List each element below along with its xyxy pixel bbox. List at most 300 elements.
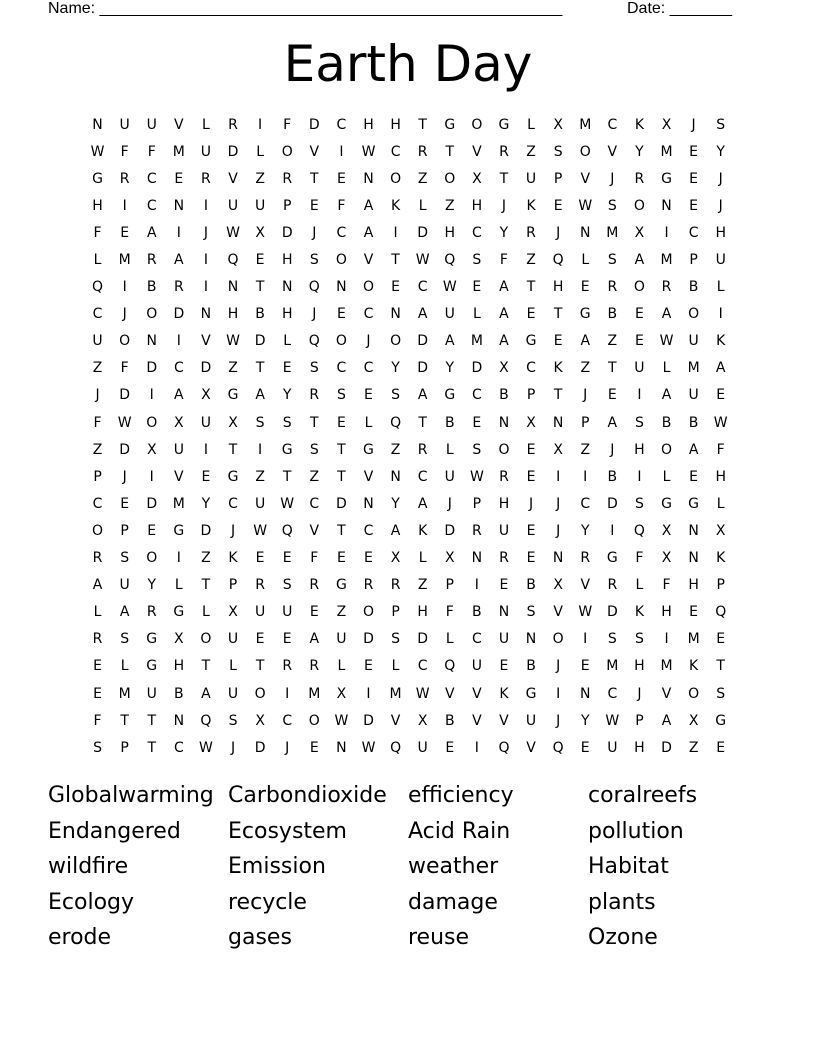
grid-letter: X — [688, 712, 699, 729]
grid-letter: F — [337, 197, 346, 214]
grid-letter: S — [309, 360, 319, 377]
grid-letter: D — [417, 333, 429, 350]
grid-letter: S — [634, 414, 644, 431]
grid-letter: J — [528, 495, 534, 512]
grid-letter: F — [635, 550, 644, 567]
grid-letter: A — [174, 252, 184, 269]
grid-letter: T — [228, 441, 238, 458]
grid-letter: O — [335, 252, 347, 269]
grid-letter: C — [417, 468, 428, 485]
grid-letter: D — [281, 224, 293, 241]
grid-letter: W — [226, 333, 240, 350]
grid-letter: I — [637, 387, 642, 404]
grid-letter: O — [254, 685, 266, 702]
grid-letter: T — [147, 712, 157, 729]
grid-letter: A — [499, 333, 509, 350]
grid-letter: Z — [92, 360, 103, 377]
grid-letter: U — [119, 577, 130, 594]
grid-letter: H — [92, 197, 103, 214]
grid-letter: D — [254, 333, 266, 350]
grid-letter: I — [258, 116, 263, 133]
grid-letter: C — [173, 360, 184, 377]
grid-letter: S — [634, 631, 644, 648]
grid-letter: J — [230, 739, 236, 756]
grid-letter: A — [309, 631, 320, 648]
grid-letter: U — [336, 631, 347, 648]
grid-letter: E — [309, 604, 319, 621]
grid-letter: J — [447, 495, 452, 512]
grid-letter: E — [309, 197, 319, 214]
grid-letter: C — [390, 143, 401, 160]
grid-letter: A — [715, 360, 726, 377]
grid-letter: C — [471, 224, 482, 241]
grid-letter: H — [634, 739, 645, 756]
grid-letter: I — [203, 279, 208, 296]
grid-letter: C — [363, 522, 374, 539]
grid-letter: Z — [390, 441, 401, 458]
grid-letter: E — [526, 522, 536, 539]
grid-letter: E — [499, 577, 509, 594]
grid-letter: V — [472, 712, 482, 729]
grid-letter: Z — [688, 739, 699, 756]
grid-letter: J — [556, 495, 561, 512]
grid-letter: E — [93, 685, 102, 702]
grid-letter: R — [471, 522, 482, 539]
grid-letter: M — [660, 658, 673, 675]
grid-letter: B — [607, 468, 618, 485]
grid-letter: K — [716, 333, 726, 350]
grid-letter: E — [716, 387, 726, 404]
grid-letter: E — [580, 658, 590, 675]
grid-letter: R — [607, 577, 618, 594]
grid-letter: V — [390, 712, 401, 729]
grid-letter: G — [688, 495, 700, 512]
grid-letter: J — [312, 224, 317, 241]
grid-letter: Y — [391, 495, 400, 512]
grid-letter: W — [226, 224, 240, 241]
grid-letter: Z — [309, 468, 320, 485]
grid-letter: T — [310, 170, 319, 187]
grid-letter: N — [525, 631, 537, 648]
grid-letter: Y — [635, 143, 644, 160]
grid-letter: C — [336, 360, 347, 377]
grid-letter: C — [417, 279, 428, 296]
grid-letter: T — [526, 279, 536, 296]
grid-letter: W — [361, 143, 376, 160]
grid-letter: A — [661, 712, 672, 729]
grid-letter: R — [282, 170, 293, 187]
grid-letter: S — [255, 414, 265, 431]
grid-letter: R — [499, 468, 509, 485]
grid-letter: U — [634, 360, 645, 377]
grid-letter: Q — [633, 522, 645, 539]
grid-letter: V — [363, 468, 374, 485]
grid-letter: J — [285, 739, 290, 756]
grid-letter: F — [120, 360, 129, 377]
grid-letter: M — [308, 685, 321, 702]
grid-letter: E — [255, 550, 265, 567]
grid-letter: L — [716, 495, 725, 512]
grid-letter: A — [607, 414, 618, 431]
grid-letter: E — [336, 550, 346, 567]
grid-letter: Z — [255, 170, 265, 187]
grid-letter: C — [607, 685, 618, 702]
grid-letter: B — [444, 712, 455, 729]
grid-letter: C — [688, 224, 699, 241]
grid-letter: M — [470, 333, 483, 350]
grid-letter: Z — [336, 604, 347, 621]
grid-letter: A — [417, 495, 428, 512]
grid-letter: C — [526, 360, 536, 377]
grid-letter: N — [471, 550, 483, 567]
grid-letter: V — [309, 143, 320, 160]
grid-letter: W — [90, 143, 105, 160]
grid-letter: L — [337, 658, 346, 675]
grid-letter: Z — [417, 170, 428, 187]
grid-letter: Y — [282, 387, 292, 404]
grid-letter: U — [525, 170, 537, 187]
grid-letter: S — [309, 441, 319, 458]
grid-letter: L — [635, 577, 644, 594]
grid-letter: A — [146, 224, 157, 241]
grid-letter: Q — [281, 522, 293, 539]
grid-letter: O — [390, 333, 402, 350]
grid-letter: Y — [580, 522, 590, 539]
grid-letter: P — [553, 170, 563, 187]
grid-letter: H — [634, 441, 645, 458]
grid-letter: J — [312, 306, 317, 323]
grid-letter: K — [634, 116, 645, 133]
grid-letter: Z — [255, 468, 265, 485]
grid-letter: V — [580, 577, 591, 594]
grid-letter: T — [201, 577, 211, 594]
grid-letter: X — [417, 712, 428, 729]
grid-letter: R — [255, 577, 265, 594]
grid-letter: H — [634, 658, 645, 675]
grid-letter: Z — [580, 360, 591, 377]
grid-letter: E — [336, 414, 346, 431]
grid-letter: O — [688, 306, 700, 323]
grid-letter: U — [200, 414, 212, 431]
grid-letter: X — [255, 712, 265, 729]
grid-letter: I — [203, 197, 208, 214]
grid-letter: U — [688, 387, 699, 404]
grid-letter: U — [227, 631, 239, 648]
grid-letter: J — [122, 468, 127, 485]
grid-letter: S — [607, 197, 617, 214]
grid-letter: Q — [390, 739, 402, 756]
grid-letter: W — [578, 197, 593, 214]
grid-letter: P — [581, 414, 590, 431]
word-list-item: Ecology — [48, 889, 135, 915]
grid-letter: O — [335, 333, 347, 350]
grid-letter: G — [146, 658, 158, 675]
grid-letter: F — [147, 143, 156, 160]
grid-letter: U — [525, 712, 537, 729]
grid-letter: G — [579, 306, 591, 323]
grid-letter: J — [501, 197, 507, 214]
grid-letter: I — [122, 197, 127, 214]
grid-letter: L — [174, 577, 183, 594]
grid-letter: B — [607, 306, 618, 323]
word-list-item: coralreefs — [588, 783, 698, 808]
grid-letter: L — [283, 333, 292, 350]
grid-letter: R — [146, 604, 157, 621]
grid-letter: S — [472, 441, 482, 458]
grid-letter: F — [662, 577, 671, 594]
grid-letter: V — [472, 143, 482, 160]
grid-letter: O — [471, 116, 483, 133]
grid-letter: F — [120, 143, 129, 160]
grid-letter: I — [203, 252, 208, 269]
grid-letter: L — [364, 414, 373, 431]
grid-letter: G — [227, 468, 239, 485]
grid-letter: N — [146, 333, 157, 350]
grid-letter: M — [687, 360, 700, 377]
grid-letter: P — [391, 604, 400, 621]
grid-letter: E — [364, 387, 373, 404]
grid-letter: E — [147, 522, 157, 539]
grid-letter: O — [308, 712, 320, 729]
grid-letter: V — [228, 170, 238, 187]
grid-letter: E — [580, 739, 590, 756]
grid-letter: O — [92, 522, 104, 539]
grid-letter: J — [718, 170, 723, 187]
grid-letter: R — [173, 279, 184, 296]
grid-letter: L — [418, 197, 427, 214]
grid-letter: D — [308, 116, 320, 133]
grid-letter: U — [688, 333, 699, 350]
grid-letter: W — [469, 468, 484, 485]
grid-letter: A — [363, 224, 374, 241]
grid-letter: V — [553, 604, 563, 621]
grid-letter: M — [687, 631, 700, 648]
grid-letter: E — [499, 658, 509, 675]
grid-letter: Y — [499, 224, 509, 241]
word-list-item: weather — [408, 854, 499, 879]
grid-letter: J — [610, 170, 615, 187]
grid-letter: E — [526, 468, 536, 485]
grid-letter: N — [227, 279, 239, 296]
grid-letter: D — [336, 495, 347, 512]
grid-letter: L — [445, 441, 454, 458]
grid-letter: E — [255, 252, 265, 269]
grid-letter: H — [552, 279, 564, 296]
grid-letter: G — [525, 685, 537, 702]
grid-letter: I — [474, 577, 479, 594]
grid-letter: E — [391, 279, 400, 296]
grid-letter: C — [417, 658, 428, 675]
grid-letter: K — [634, 604, 645, 621]
grid-letter: B — [499, 387, 509, 404]
grid-letter: B — [255, 306, 265, 323]
grid-letter: H — [417, 604, 428, 621]
grid-letter: K — [526, 197, 536, 214]
grid-letter: P — [282, 197, 292, 214]
grid-letter: A — [119, 604, 130, 621]
grid-letter: R — [228, 116, 238, 133]
grid-letter: B — [688, 279, 699, 296]
grid-letter: E — [689, 143, 699, 160]
grid-letter: L — [581, 252, 590, 269]
grid-letter: U — [254, 604, 266, 621]
grid-letter: G — [661, 170, 672, 187]
grid-letter: D — [606, 495, 618, 512]
grid-letter: O — [552, 631, 564, 648]
grid-letter: D — [227, 143, 239, 160]
grid-letter: O — [200, 631, 212, 648]
grid-letter: R — [92, 550, 103, 567]
grid-letter: J — [556, 658, 561, 675]
grid-letter: A — [688, 441, 699, 458]
grid-letter: O — [579, 143, 591, 160]
grid-letter: T — [553, 387, 563, 404]
grid-letter: T — [445, 143, 455, 160]
grid-letter: O — [633, 279, 645, 296]
grid-letter: T — [391, 252, 400, 269]
grid-letter: G — [227, 387, 239, 404]
grid-letter: V — [309, 522, 320, 539]
grid-letter: A — [499, 279, 509, 296]
word-list-item: gases — [228, 925, 292, 950]
grid-letter: H — [363, 116, 374, 133]
grid-letter: O — [362, 279, 374, 296]
grid-letter: Q — [715, 604, 727, 621]
grid-letter: P — [93, 468, 102, 485]
grid-letter: P — [228, 577, 238, 594]
grid-letter: C — [363, 306, 374, 323]
grid-letter: I — [149, 387, 154, 404]
grid-letter: D — [417, 224, 429, 241]
grid-letter: R — [146, 252, 157, 269]
grid-letter: Z — [92, 441, 103, 458]
grid-letter: S — [634, 495, 644, 512]
grid-letter: P — [120, 522, 129, 539]
grid-letter: X — [526, 414, 536, 431]
grid-letter: U — [498, 522, 510, 539]
grid-letter: I — [718, 306, 723, 323]
grid-letter: K — [499, 685, 509, 702]
grid-letter: V — [580, 170, 591, 187]
grid-letter: S — [309, 252, 319, 269]
grid-letter: U — [444, 468, 455, 485]
grid-letter: G — [661, 495, 672, 512]
grid-letter: I — [474, 739, 479, 756]
grid-letter: O — [362, 604, 374, 621]
grid-letter: S — [336, 387, 346, 404]
grid-letter: Q — [227, 252, 239, 269]
grid-letter: A — [92, 577, 103, 594]
word-list-item: plants — [588, 889, 656, 915]
grid-letter: J — [366, 333, 371, 350]
grid-letter: A — [417, 387, 428, 404]
grid-letter: D — [173, 306, 185, 323]
grid-letter: N — [390, 306, 401, 323]
grid-letter: A — [661, 306, 672, 323]
grid-letter: T — [282, 468, 292, 485]
grid-letter: X — [228, 414, 238, 431]
grid-letter: S — [120, 550, 130, 567]
grid-letter: H — [390, 116, 401, 133]
grid-letter: U — [444, 306, 455, 323]
grid-letter: T — [255, 658, 265, 675]
grid-letter: E — [120, 224, 130, 241]
grid-letter: F — [499, 252, 508, 269]
grid-letter: G — [363, 441, 374, 458]
grid-letter: V — [363, 252, 374, 269]
grid-letter: V — [661, 685, 672, 702]
page-title: Earth Day — [283, 35, 533, 93]
grid-letter: C — [471, 387, 482, 404]
grid-letter: C — [309, 495, 320, 512]
grid-letter: N — [363, 170, 374, 187]
grid-letter: N — [336, 279, 347, 296]
grid-letter: N — [173, 712, 185, 729]
grid-letter: Y — [391, 360, 400, 377]
grid-letter: J — [556, 522, 561, 539]
grid-letter: O — [498, 441, 510, 458]
grid-letter: E — [553, 197, 563, 214]
grid-letter: U — [227, 685, 239, 702]
grid-letter: C — [146, 170, 157, 187]
grid-letter: T — [255, 360, 265, 377]
grid-letter: E — [689, 170, 699, 187]
grid-letter: F — [283, 116, 292, 133]
grid-letter: D — [363, 712, 374, 729]
grid-letter: J — [95, 387, 100, 404]
grid-letter: Z — [526, 252, 536, 269]
grid-letter: C — [92, 495, 103, 512]
grid-letter: H — [281, 252, 293, 269]
grid-letter: T — [201, 658, 211, 675]
grid-letter: N — [200, 306, 212, 323]
grid-letter: F — [445, 604, 454, 621]
grid-letter: M — [118, 252, 131, 269]
grid-letter: J — [718, 197, 723, 214]
grid-letter: P — [445, 577, 454, 594]
grid-letter: R — [417, 143, 428, 160]
grid-letter: O — [146, 414, 158, 431]
grid-letter: V — [607, 143, 618, 160]
grid-letter: O — [688, 685, 700, 702]
grid-letter: N — [363, 495, 374, 512]
grid-letter: E — [580, 279, 590, 296]
grid-letter: G — [92, 170, 103, 187]
grid-letter: C — [92, 306, 103, 323]
grid-letter: Q — [498, 739, 510, 756]
grid-letter: T — [418, 414, 427, 431]
grid-letter: S — [607, 631, 617, 648]
word-list-item: pollution — [588, 818, 684, 844]
grid-letter: M — [606, 658, 619, 675]
grid-letter: E — [634, 306, 644, 323]
grid-letter: D — [119, 387, 131, 404]
grid-letter: W — [713, 414, 728, 431]
grid-letter: U — [282, 604, 293, 621]
grid-letter: T — [337, 468, 346, 485]
grid-letter: E — [282, 550, 292, 567]
grid-letter: S — [282, 414, 292, 431]
grid-letter: G — [444, 387, 456, 404]
grid-letter: E — [689, 604, 699, 621]
grid-letter: T — [608, 360, 617, 377]
grid-letter: D — [200, 360, 212, 377]
grid-letter: S — [716, 116, 726, 133]
grid-letter: E — [607, 387, 617, 404]
word-list-item: Endangered — [48, 818, 181, 844]
grid-letter: R — [309, 577, 320, 594]
grid-letter: E — [201, 468, 211, 485]
